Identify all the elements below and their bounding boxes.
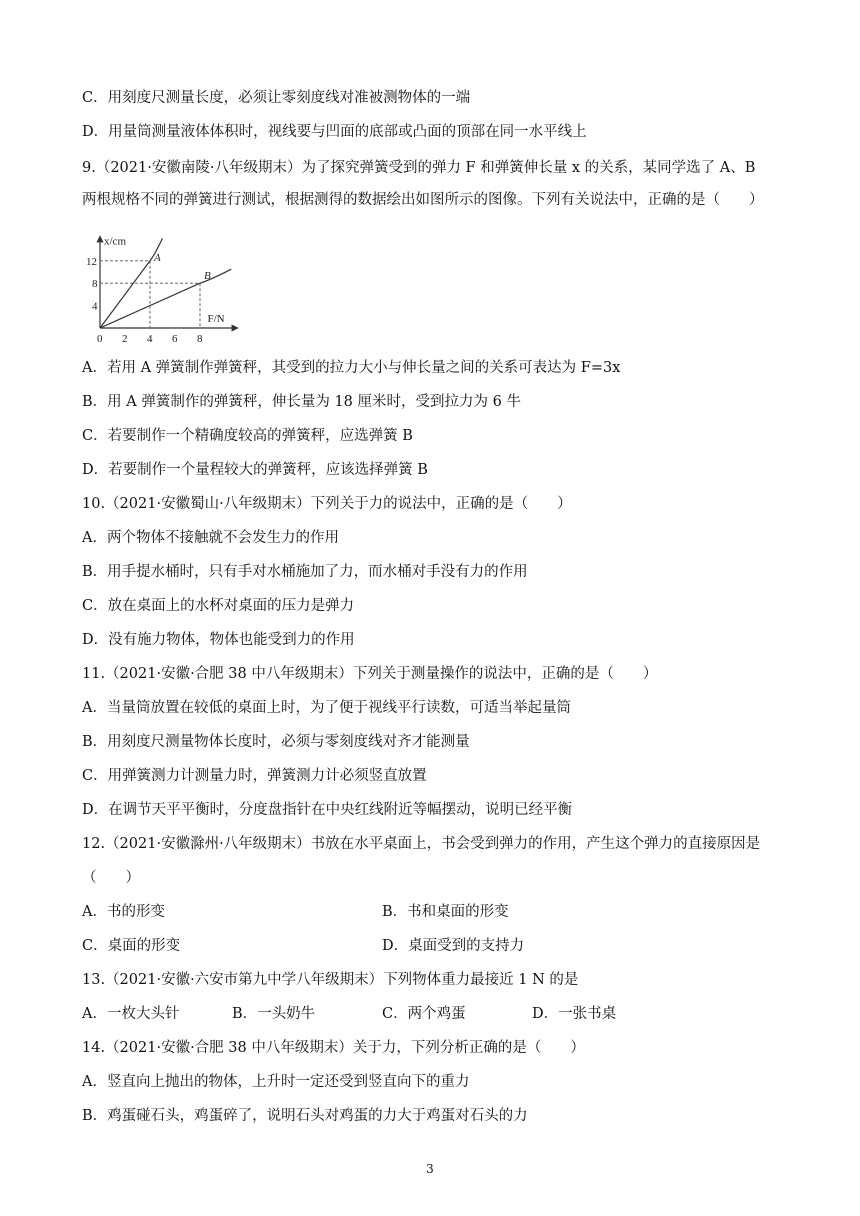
y-tick-label: 12 bbox=[86, 255, 97, 268]
q10-option-a: A．两个物体不接触就不会发生力的作用 bbox=[82, 530, 339, 546]
series-b-label: B bbox=[204, 270, 211, 283]
q12-stem-line1: 12.（2021·安徽滁州·八年级期末）书放在水平桌面上，书会受到弹力的作用，产生这个弹力的直接原因是 bbox=[82, 836, 761, 852]
q12-option-b: B．书和桌面的形变 bbox=[382, 904, 509, 920]
q9-stem-line2: 两根规格不同的弹簧进行测试，根据测得的数据绘出如图所示的图像。下列有关说法中，正确的是（ ） bbox=[82, 192, 764, 208]
x-tick-label: 6 bbox=[172, 333, 178, 345]
q11-option-d: D．在调节天平平衡时，分度盘指针在中央红线附近等幅摆动，说明已经平衡 bbox=[82, 802, 573, 818]
q9-option-d: D．若要制作一个量程较大的弹簧秤，应该选择弹簧 B bbox=[82, 462, 428, 478]
x-tick-label: 0 bbox=[97, 333, 103, 345]
page-number: 3 bbox=[426, 1162, 434, 1176]
y-tick-label: 8 bbox=[92, 278, 98, 291]
q13-option-b: B．一头奶牛 bbox=[232, 1006, 316, 1022]
q13-option-c: C．两个鸡蛋 bbox=[382, 1006, 466, 1022]
q13-stem: 13.（2021·安徽·六安市第九中学八年级期末）下列物体重力最接近 1 N 的是 bbox=[82, 972, 579, 988]
q10-option-c: C．放在桌面上的水杯对桌面的压力是弹力 bbox=[82, 598, 355, 614]
q11-option-b: B．用刻度尺测量物体长度时，必须与零刻度线对齐才能测量 bbox=[82, 734, 470, 750]
q9-option-c: C．若要制作一个精确度较高的弹簧秤，应选弹簧 B bbox=[82, 428, 413, 444]
q10-option-b: B．用手提水桶时，只有手对水桶施加了力，而水桶对手没有力的作用 bbox=[82, 564, 528, 580]
series-a-label: A bbox=[154, 251, 161, 264]
q10-option-d: D．没有施力物体，物体也能受到力的作用 bbox=[82, 632, 355, 648]
q11-stem: 11.（2021·安徽·合肥 38 中八年级期末）下列关于测量操作的说法中，正确的是（ ） bbox=[82, 666, 658, 682]
y-axis-label: x/cm bbox=[104, 235, 126, 248]
q13-option-a: A．一枚大头针 bbox=[82, 1006, 180, 1022]
y-tick-label: 4 bbox=[92, 300, 98, 313]
q8-option-d: D．用量筒测量液体体积时，视线要与凹面的底部或凸面的顶部在同一水平线上 bbox=[82, 124, 587, 140]
q8-option-c: C．用刻度尺测量长度，必须让零刻度线对准被测物体的一端 bbox=[82, 90, 471, 106]
q11-option-c: C．用弹簧测力计测量力时，弹簧测力计必须竖直放置 bbox=[82, 768, 427, 784]
q14-option-a: A．竖直向上抛出的物体，上升时一定还受到竖直向下的重力 bbox=[82, 1074, 470, 1090]
q9-spring-graph bbox=[80, 220, 260, 350]
q12-stem-line2: （ ） bbox=[82, 870, 140, 886]
q9-option-a: A．若用 A 弹簧制作弹簧秤，其受到的拉力大小与伸长量之间的关系可表达为 F=3x bbox=[82, 360, 621, 376]
q12-option-a: A．书的形变 bbox=[82, 904, 165, 920]
x-tick-label: 8 bbox=[197, 333, 203, 345]
q12-option-d: D．桌面受到的支持力 bbox=[382, 938, 525, 954]
q9-option-b: B．用 A 弹簧制作的弹簧秤，伸长量为 18 厘米时，受到拉力为 6 牛 bbox=[82, 394, 521, 410]
q9-stem-line1: 9.（2021·安徽南陵·八年级期末）为了探究弹簧受到的弹力 F 和弹簧伸长量 x 的关系，某同学选了 A、B bbox=[82, 160, 756, 176]
x-tick-label: 2 bbox=[122, 333, 128, 345]
x-tick-label: 4 bbox=[147, 333, 153, 345]
q12-option-c: C．桌面的形变 bbox=[82, 938, 181, 954]
x-axis-label: F/N bbox=[207, 313, 225, 325]
q11-option-a: A．当量筒放置在较低的桌面上时，为了便于视线平行读数，可适当举起量筒 bbox=[82, 700, 571, 716]
q14-stem: 14.（2021·安徽·合肥 38 中八年级期末）关于力，下列分析正确的是（ ） bbox=[82, 1040, 585, 1056]
q14-option-b: B．鸡蛋碰石头，鸡蛋碎了，说明石头对鸡蛋的力大于鸡蛋对石头的力 bbox=[82, 1108, 528, 1124]
q10-stem: 10.（2021·安徽蜀山·八年级期末）下列关于力的说法中，正确的是（ ） bbox=[82, 496, 572, 512]
q13-option-d: D．一张书桌 bbox=[532, 1006, 617, 1022]
